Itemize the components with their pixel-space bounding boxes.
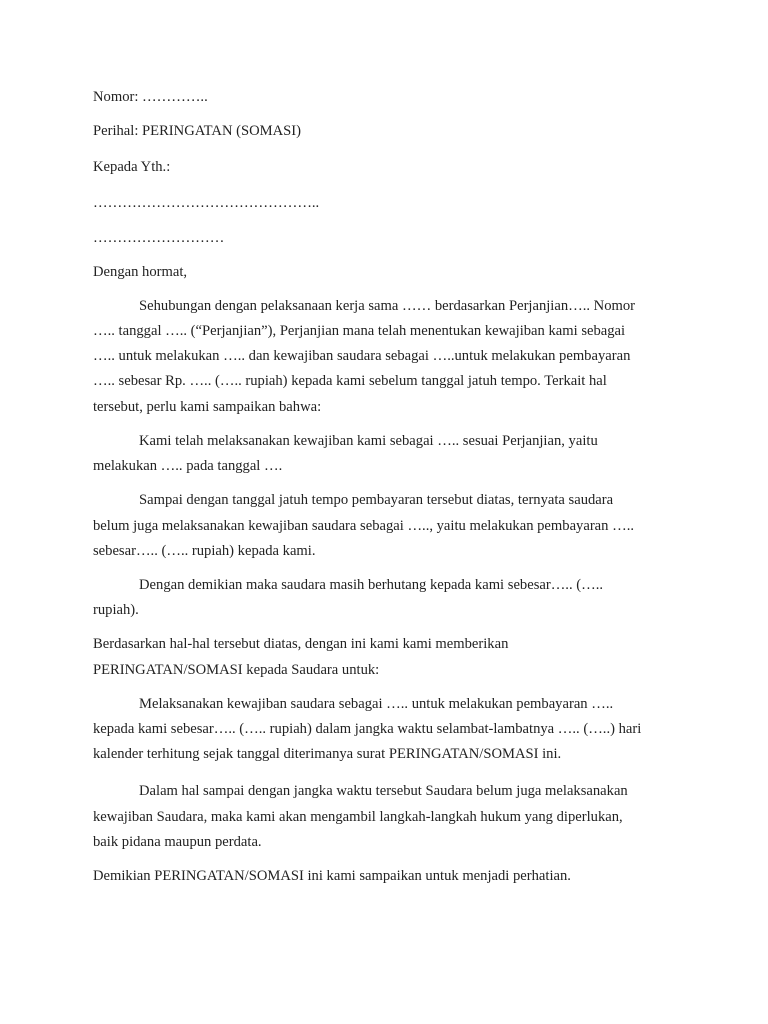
salutation: Dengan hormat,: [93, 264, 188, 280]
paragraph-line: Sehubungan dengan pelaksanaan kerja sama …… berdasarkan Perjanjian….. Nomor: [139, 298, 636, 314]
kepada-line: Kepada Yth.:: [93, 159, 171, 175]
paragraph-line: melakukan ….. pada tanggal ….: [93, 458, 283, 474]
paragraph-line: Sampai dengan tanggal jatuh tempo pembayaran tersebut diatas, ternyata saudara: [139, 492, 614, 508]
paragraph-line: PERINGATAN/SOMASI kepada Saudara untuk:: [93, 662, 380, 678]
address-line: ………………………: [93, 230, 225, 246]
perihal-line: Perihal: PERINGATAN (SOMASI): [93, 123, 302, 139]
closing-line: Demikian PERINGATAN/SOMASI ini kami sampaikan untuk menjadi perhatian.: [93, 868, 571, 884]
address-line: ………………………………………..: [93, 195, 320, 211]
paragraph-line: baik pidana maupun perdata.: [93, 834, 262, 850]
paragraph-line: tersebut, perlu kami sampaikan bahwa:: [93, 399, 322, 415]
paragraph-line: Kami telah melaksanakan kewajiban kami sebagai ….. sesuai Perjanjian, yaitu: [139, 433, 598, 449]
paragraph-line: kepada kami sebesar….. (….. rupiah) dalam jangka waktu selambat-lambatnya ….. (…..) hari: [93, 721, 642, 737]
nomor-line: Nomor: …………..: [93, 89, 208, 105]
paragraph-line: kewajiban Saudara, maka kami akan mengambil langkah-langkah hukum yang diperlukan,: [93, 809, 623, 825]
paragraph-line: ….. untuk melakukan ….. dan kewajiban saudara sebagai …..untuk melakukan pembayaran: [93, 348, 631, 364]
paragraph-line: kalender terhitung sejak tanggal diterimanya surat PERINGATAN/SOMASI ini.: [93, 746, 562, 762]
paragraph-line: Melaksanakan kewajiban saudara sebagai ….. untuk melakukan pembayaran …..: [139, 696, 614, 712]
paragraph-line: belum juga melaksanakan kewajiban saudara sebagai ….., yaitu melakukan pembayaran …..: [93, 518, 634, 534]
paragraph-line: Berdasarkan hal-hal tersebut diatas, dengan ini kami kami memberikan: [93, 636, 509, 652]
paragraph-line: sebesar….. (….. rupiah) kepada kami.: [93, 543, 316, 559]
paragraph-line: ….. tanggal ….. (“Perjanjian”), Perjanjian mana telah menentukan kewajiban kami sebagai: [93, 323, 626, 339]
paragraph-line: rupiah).: [93, 602, 139, 618]
paragraph-line: Dalam hal sampai dengan jangka waktu tersebut Saudara belum juga melaksanakan: [139, 783, 628, 799]
paragraph-line: Dengan demikian maka saudara masih berhutang kepada kami sebesar….. (…..: [139, 577, 603, 593]
paragraph-line: ….. sebesar Rp. ….. (….. rupiah) kepada kami sebelum tanggal jatuh tempo. Terkait hal: [93, 373, 607, 389]
